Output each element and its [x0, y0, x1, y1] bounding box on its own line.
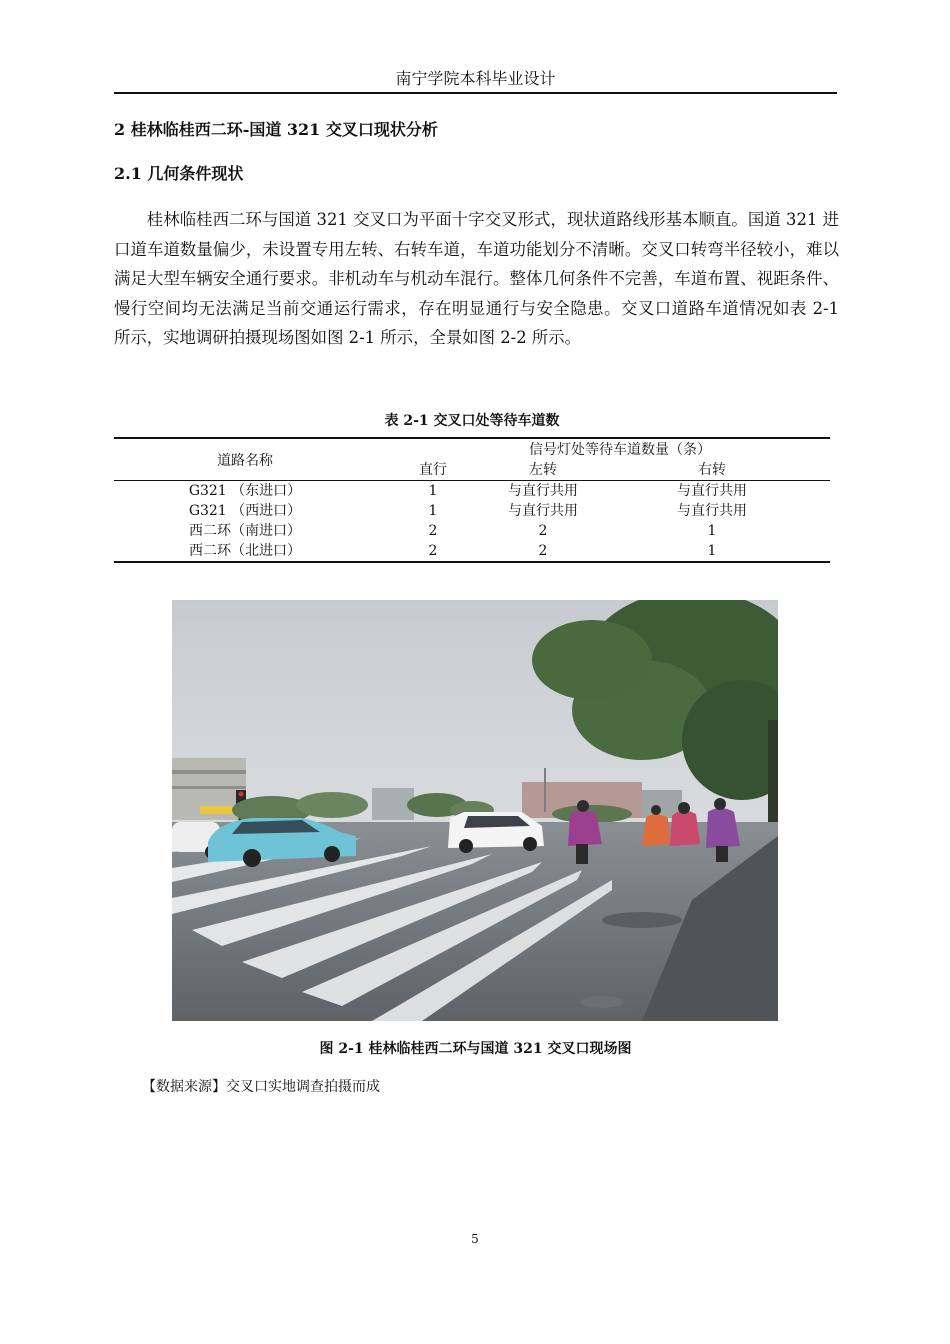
- section-title: 2 桂林临桂西二环-国道 321 交叉口现状分析: [114, 120, 438, 139]
- table-row-road: 西二环（北进口）: [189, 543, 301, 559]
- table-top-rule: [114, 437, 830, 439]
- table-row-left: 与直行共用: [508, 503, 578, 519]
- subsection-title: 2.1 几何条件现状: [114, 164, 244, 183]
- table-row-left: 与直行共用: [508, 483, 578, 499]
- table-header-road: 道路名称: [217, 453, 273, 469]
- source-note: 【数据来源】交叉口实地调查拍摄而成: [142, 1079, 380, 1095]
- table-row-road: 西二环（南进口）: [189, 523, 301, 539]
- table-header-left: 左转: [529, 462, 557, 478]
- table-row-left: 2: [538, 543, 548, 559]
- body-paragraph: 桂林临桂西二环与国道 321 交叉口为平面十字交叉形式，现状道路线形基本顺直。国道 321 进口道车道数量偏少，未设置专用左转、右转车道，车道功能划分不清晰。交叉口转弯半径较小，难以满足大型车辆安全通行要求。非机动车与机动车混行。整体几何条件不完善，车道布置、视距条件、慢行空间均无法满足当前交通运行需求，存在明显通行与安全隐患。交叉口道路车道情况如表 2-1 所示，实地调研拍摄现场图如图 2-1 所示，全景如图 2-2 所示。: [114, 210, 839, 347]
- page-header: 南宁学院本科毕业设计: [114, 66, 837, 94]
- table-bottom-rule: [114, 561, 830, 563]
- table-row-road: G321 （西进口）: [188, 503, 302, 519]
- table-row-road: G321 （东进口）: [188, 483, 302, 499]
- table-row-right: 与直行共用: [677, 503, 747, 519]
- table-header-straight: 直行: [419, 462, 447, 478]
- table-row-right: 与直行共用: [677, 483, 747, 499]
- table-row-left: 2: [538, 523, 548, 539]
- table-row-right: 1: [707, 523, 717, 539]
- table-caption: 表 2-1 交叉口处等待车道数: [384, 413, 560, 429]
- table-header-right: 右转: [698, 462, 726, 478]
- page-number: 5: [471, 1232, 479, 1246]
- table-row-straight: 1: [428, 483, 438, 499]
- table-row-straight: 2: [428, 523, 438, 539]
- figure-caption: 图 2-1 桂林临桂西二环与国道 321 交叉口现场图: [319, 1041, 632, 1057]
- table-header-group: 信号灯处等待车道数量（条）: [529, 442, 711, 458]
- intersection-photo: [172, 600, 778, 1021]
- table-row-right: 1: [707, 543, 717, 559]
- table-row-straight: 2: [428, 543, 438, 559]
- table-row-straight: 1: [428, 503, 438, 519]
- table-header-rule: [114, 480, 830, 481]
